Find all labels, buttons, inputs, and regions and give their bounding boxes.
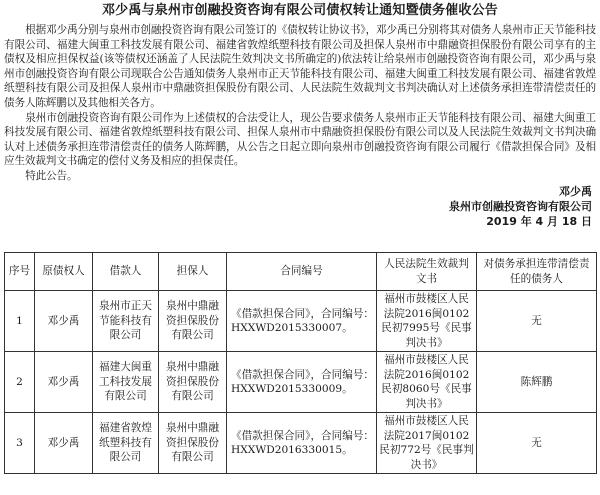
cell-joint-liable: 无 [477,291,597,352]
signature-person: 邓少禹 [559,184,592,198]
cell-borrower: 福建大闽重工科技发展有限公司 [93,352,159,413]
cell-seq: 3 [5,413,35,474]
cell-contract: 《借款担保合同》，合同编号：HXXWD2016330015。 [227,413,377,474]
cell-seq: 1 [5,291,35,352]
cell-creditor: 邓少禹 [35,352,93,413]
paragraph-closing: 特此公告。 [25,169,78,182]
cell-seq: 2 [5,352,35,413]
cell-guarantor: 泉州中鼎融资担保股份有限公司 [159,291,227,352]
cell-creditor: 邓少禹 [35,413,93,474]
cell-joint-liable: 无 [477,413,597,474]
notice-title: 邓少禹与泉州市创融投资咨询有限公司债权转让通知暨债务催收公告 [101,3,498,18]
header-joint-liable: 对债务承担连带清偿责任的债务人 [477,253,597,291]
cell-judgment: 福州市鼓楼区人民法院2017闽0102民初772号《民事判决书》 [377,413,477,474]
cell-contract: 《借款担保合同》，合同编号：HXXWD2015330007。 [227,291,377,352]
paragraph-demand: 泉州市创融投资咨询有限公司作为上述债权的合法受让人，现公告要求债务人泉州市正天节能科技有限公司、福建大闽重工科技发展有限公司、福建省敦煌纸塑科技有限公司、担保人泉州市中鼎融资担保股份有限公司以及人民法院生效裁判文书判决确认对上述债务承担连带清偿责任的债务人陈辉鹏，从公告之日起立即向泉州市创融投资咨询有限公司履行《借款担保合同》及相应生效裁判文书确定的偿付义务及相应的担保责任。 [4,111,596,168]
cell-borrower: 泉州市正天节能科技有限公司 [93,291,159,352]
cell-contract: 《借款担保合同》，合同编号：HXXWD2015330009。 [227,352,377,413]
cell-joint-liable: 陈辉鹏 [477,352,597,413]
header-original-creditor: 原债权人 [35,253,93,291]
cell-creditor: 邓少禹 [35,291,93,352]
cell-guarantor: 泉州中鼎融资担保股份有限公司 [159,352,227,413]
header-guarantor: 担保人 [159,253,227,291]
cell-judgment: 福州市鼓楼区人民法院2016闽0102民初7995号《民事判决书》 [377,291,477,352]
debt-table [4,252,597,474]
cell-borrower: 福建省敦煌纸塑科技有限公司 [93,413,159,474]
header-judgment: 人民法院生效裁判文书 [377,253,477,291]
cell-guarantor: 泉州中鼎融资担保股份有限公司 [159,413,227,474]
table-row [5,413,597,474]
header-borrower: 借款人 [93,253,159,291]
table-row [5,291,597,352]
cell-judgment: 福州市鼓楼区人民法院2016闽0102民初8060号《民事判决书》 [377,352,477,413]
header-seq: 序号 [5,253,35,291]
paragraph-transfer: 根据邓少禹分别与泉州市创融投资咨询有限公司签订的《债权转让协议书》，邓少禹已分别将其对债务人泉州市正天节能科技有限公司、福建大闽重工科技发展有限公司、福建省敦煌纸塑科技有限公司及担保人泉州市中鼎融资担保股份有限公司享有的主债权及相应担保权益(该等债权还涵盖了人民法院生效判决文书所确定的)依法转让给泉州市创融投资咨询有限公司，邓少禹与泉州市创融投资咨询有限公司现联合公告通知债务人泉州市正天节能科技有限公司、福建大闽重工科技发展有限公司、福建省敦煌纸塑科技有限公司及担保人泉州市中鼎融资担保股份有限公司、人民法院生效裁判文书判决确认对上述债务承担连带清偿责任的债务人陈辉鹏以及其他相关各方。 [4,24,596,109]
table-header-row [5,253,597,291]
signature-date: 2019 年 4 月 18 日 [486,214,592,228]
table-row [5,352,597,413]
header-contract-no: 合同编号 [227,253,377,291]
signature-company: 泉州市创融投资咨询有限公司 [449,199,592,213]
